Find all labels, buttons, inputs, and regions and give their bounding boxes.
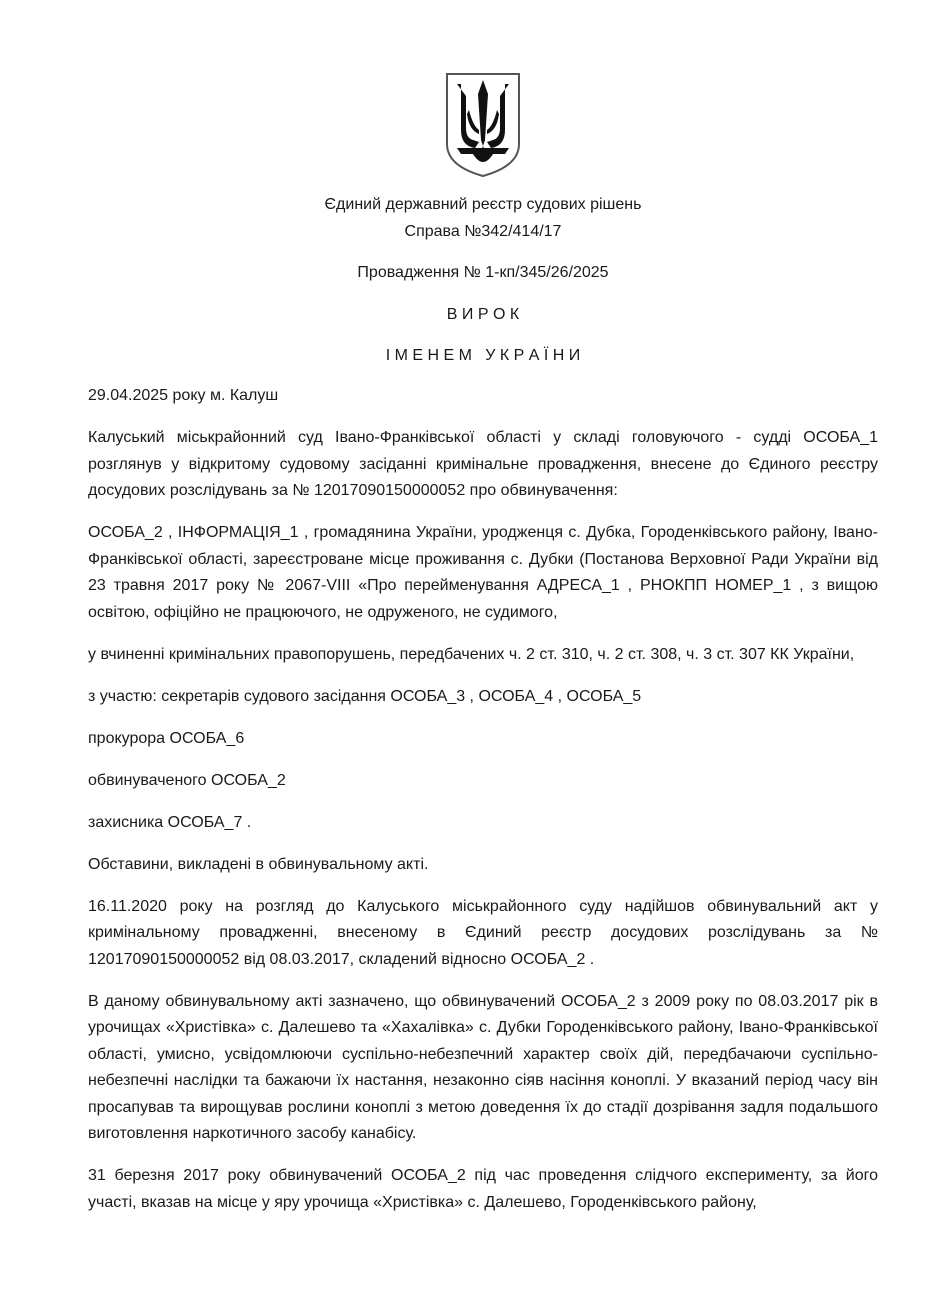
registry-name: Єдиний державний реєстр судових рішень — [324, 196, 642, 213]
document-body — [88, 383, 878, 1232]
paragraph: В даному обвинувальному акті зазначено, що обвинувачений ОСОБА_2 з 2009 року по 08.03.2017 рік в урочищах «Христівка» с. Далешево та «Хахалівка» с. Дубки Городенківського району, Івано-Франківської області, умисно, усвідомлюючи суспільно-небезпечний характер своїх дій, передбачаючи суспільно-небезпечні наслідки та бажаючи їх настання, незаконно сіяв насіння коноплі. У вказаний період часу він просапував та вирощував рослини коноплі з метою доведення їх до стадії дозрівання задля подальшого виготовлення наркотичного засобу канабісу. — [88, 992, 878, 1142]
paragraph: 31 березня 2017 року обвинувачений ОСОБА_2 під час проведення слідчого експерименту, за його участі, вказав на місце у яру урочища «Христівка» с. Далешево, Городенківського району, — [88, 1167, 878, 1211]
date-location: 29.04.2025 року м. Калуш — [88, 387, 279, 404]
title-block — [0, 301, 942, 328]
paragraph: 16.11.2020 року на розгляд до Калуського міськрайонного суду надійшов обвинувальний акт у кримінальному провадженні, внесеному в Єдиний реєстр досудових розслідувань за № 12017090150000052 від 08.03.2017, складений відносно ОСОБА_2 . — [88, 897, 878, 968]
proceeding-block — [0, 259, 942, 286]
case-number: Справа №342/414/17 — [404, 223, 562, 240]
proceeding-number: Провадження № 1-кп/345/26/2025 — [357, 264, 609, 281]
document-header — [0, 191, 942, 245]
verdict-subtitle: І М Е Н Е М У К Р А Ї Н И — [385, 347, 581, 364]
verdict-title: В И Р О К — [446, 306, 520, 323]
coat-of-arms-icon — [443, 70, 523, 178]
paragraph: обвинуваченого ОСОБА_2 — [88, 771, 286, 789]
subtitle-block — [0, 342, 942, 369]
paragraph: прокурора ОСОБА_6 — [88, 729, 245, 747]
paragraph: Обставини, викладені в обвинувальному акті. — [88, 855, 429, 873]
paragraph: Калуський міськрайонний суд Івано-Франківської області у складі головуючого - судді ОСОБА_1 розглянув у відкритому судовому засіданні кримінальне провадження, внесене до Єдиного реєстру досудових розслідувань за № 12017090150000052 про обвинувачення: — [88, 429, 878, 499]
paragraph: з участю: секретарів судового засідання ОСОБА_3 , ОСОБА_4 , ОСОБА_5 — [88, 687, 642, 705]
paragraph: у вчиненні кримінальних правопорушень, передбачених ч. 2 ст. 310, ч. 2 ст. 308, ч. 3 ст. 307 КК України, — [88, 645, 855, 663]
paragraph: захисника ОСОБА_7 . — [88, 813, 252, 831]
paragraph: ОСОБА_2 , ІНФОРМАЦІЯ_1 , громадянина України, уродженця с. Дубка, Городенківського району, Івано-Франківської області, зареєстроване місце проживання с. Дубки (Постанова Верховної Ради України від 23 травня 2017 року № 2067-VIII «Про перейменування АДРЕСА_1 , РНОКПП НОМЕР_1 , з вищою освітою, офіційно не працюючого, не одруженого, не судимого, — [88, 524, 878, 621]
